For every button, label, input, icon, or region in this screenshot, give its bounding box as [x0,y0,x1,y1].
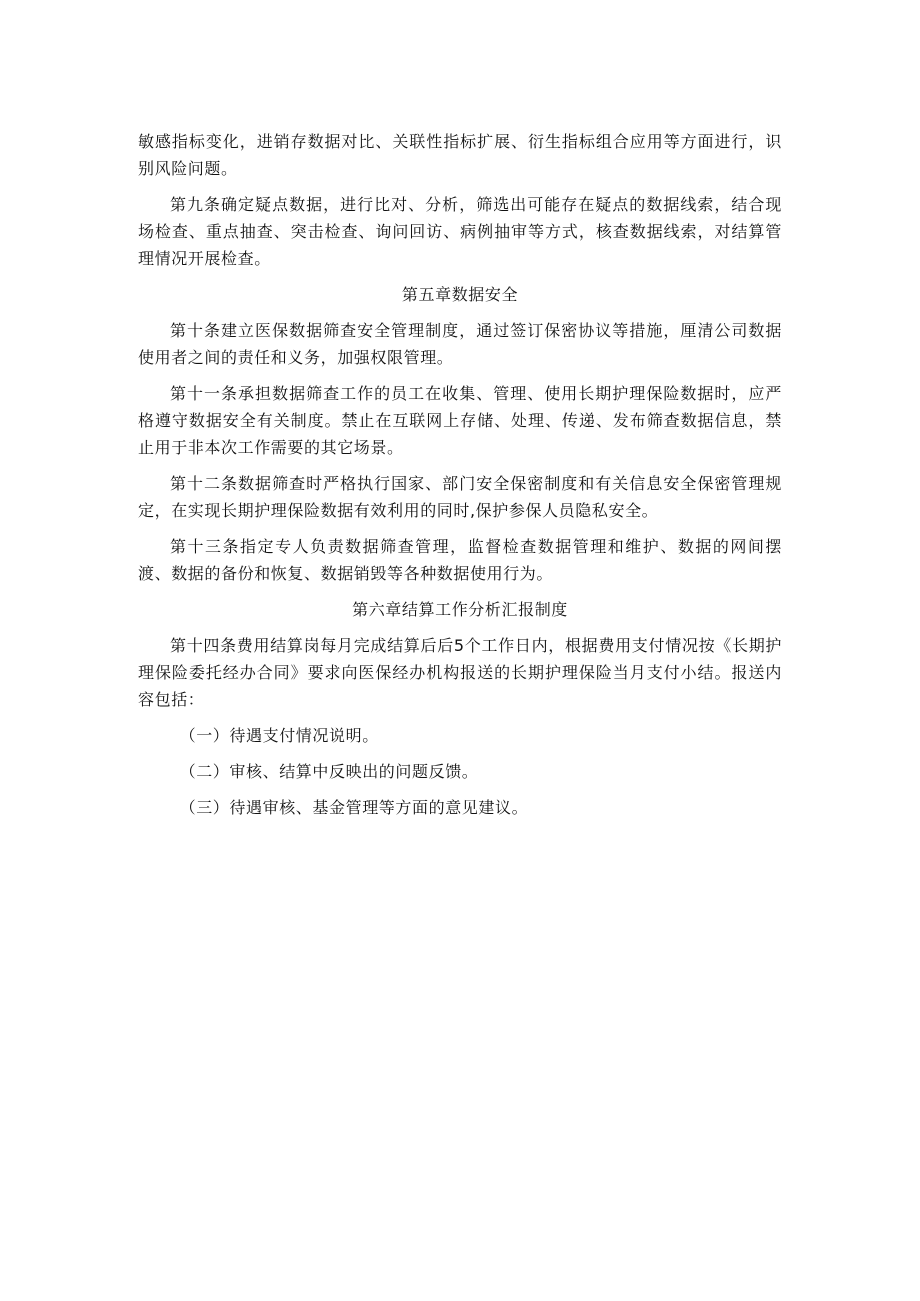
article-9-paragraph: 第九条确定疑点数据，进行比对、分析，筛选出可能存在疑点的数据线索，结合现场检查、重点抽查、突击检查、询问回访、病例抽审等方式，核查数据线索，对结算管理情况开展检查。 [138,195,782,268]
chapter-5-heading: 第五章数据安全 [401,285,519,304]
paragraph-continuation: 敏感指标变化，进销存数据对比、关联性指标扩展、衍生指标组合应用等方面进行，识别风险问题。 [138,132,782,178]
document-body [138,128,782,830]
article-12-paragraph: 第十二条数据筛查时严格执行国家、部门安全保密制度和有关信息安全保密管理规定，在实现长期护理保险数据有效利用的同时,保护参保人员隐私安全。 [138,474,782,520]
article-11-paragraph: 第十一条承担数据筛查工作的员工在收集、管理、使用长期护理保险数据时，应严格遵守数据安全有关制度。禁止在互联网上存储、处理、传递、发布筛查数据信息，禁止用于非本次工作需要的其它场景。 [138,384,782,457]
list-item-1: （一）待遇支付情况说明。 [179,726,379,745]
list-item-2: （二）审核、结算中反映出的问题反馈。 [179,762,479,781]
chapter-6-heading: 第六章结算工作分析汇报制度 [352,600,568,619]
article-13-paragraph: 第十三条指定专人负责数据筛查管理，监督检查数据管理和维护、数据的网间摆渡、数据的备份和恢复、数据销毁等各种数据使用行为。 [138,537,782,583]
list-item-3: （三）待遇审核、基金管理等方面的意见建议。 [179,798,529,817]
article-14-paragraph: 第十四条费用结算岗每月完成结算后后5个工作日内，根据费用支付情况按《长期护理保险委托经办合同》要求向医保经办机构报送的长期护理保险当月支付小结。报送内容包括： [138,636,782,709]
article-10-paragraph: 第十条建立医保数据筛查安全管理制度，通过签订保密协议等措施，厘清公司数据使用者之间的责任和义务，加强权限管理。 [138,321,782,367]
